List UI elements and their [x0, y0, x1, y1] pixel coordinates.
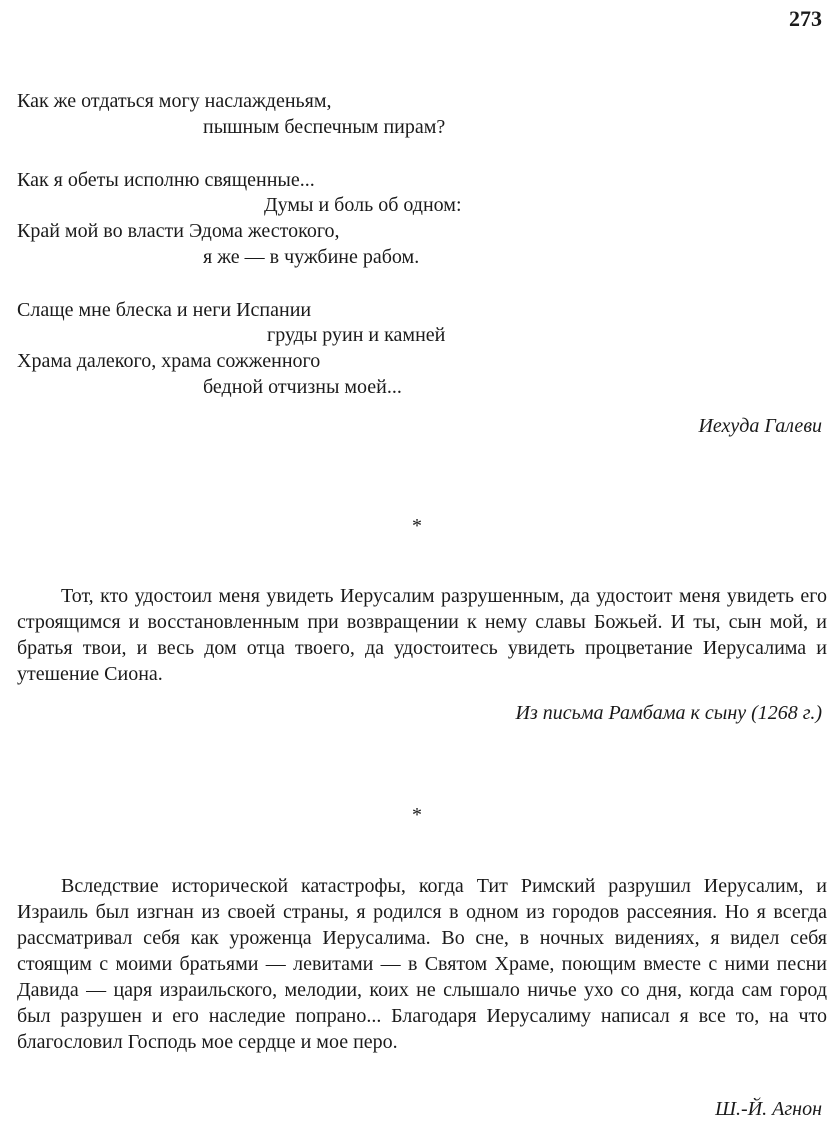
poem-line: груды руин и камней	[267, 324, 446, 346]
poem-line: я же — в чужбине рабом.	[203, 246, 420, 268]
letter-source: Из письма Рамбама к сыну (1268 г.)	[515, 702, 822, 724]
poem-line: бедной отчизны моей...	[203, 376, 402, 398]
poem-line: пышным беспечным пирам?	[203, 116, 446, 138]
agnon-paragraph: Вследствие исторической катастрофы, когда Тит Римский разрушил Иерусалим, и Израиль был изгнан из своей страны, я родился в одном из городов рассеяния. Но я всегда рассматривал себя как уроженца Иерусалима. Во сне, в ночных видениях, я видел себя стоящим с моими братьями — левитами — в Святом Храме, поющим вместе с ними песни Давида — царя израильского, мелодии, коих не слышало ничье ухо со дня, когда сам город был разрушен и его наследие попрано... Благодаря Иерусалиму написал я все то, на что благословил Господь мое сердце и мое перо.	[17, 875, 827, 1053]
poem-line: Думы и боль об одном:	[264, 194, 462, 216]
poem-author: Иехуда Галеви	[698, 415, 822, 437]
poem-line: Храма далекого, храма сожженного	[17, 350, 321, 372]
section-divider: *	[412, 515, 422, 537]
poem-line: Слаще мне блеска и неги Испании	[17, 299, 312, 321]
section-divider: *	[412, 804, 422, 826]
letter-paragraph: Тот, кто удостоил меня увидеть Иерусалим разрушенным, да удостоит меня увидеть его строящимся и восстановленным при возвращении к нему славы Божьей. И ты, сын мой, и братья твои, и весь дом отца твоего, да удостоитесь увидеть процветание Иерусалима и утешение Сиона.	[17, 585, 827, 685]
page-number: 273	[789, 6, 822, 31]
poem-line: Край мой во власти Эдома жестокого,	[17, 220, 340, 242]
poem-line: Как я обеты исполню священные...	[17, 169, 315, 191]
poem-line: Как же отдаться могу наслажденьям,	[17, 90, 332, 112]
agnon-author: Ш.-Й. Агнон	[715, 1098, 822, 1120]
